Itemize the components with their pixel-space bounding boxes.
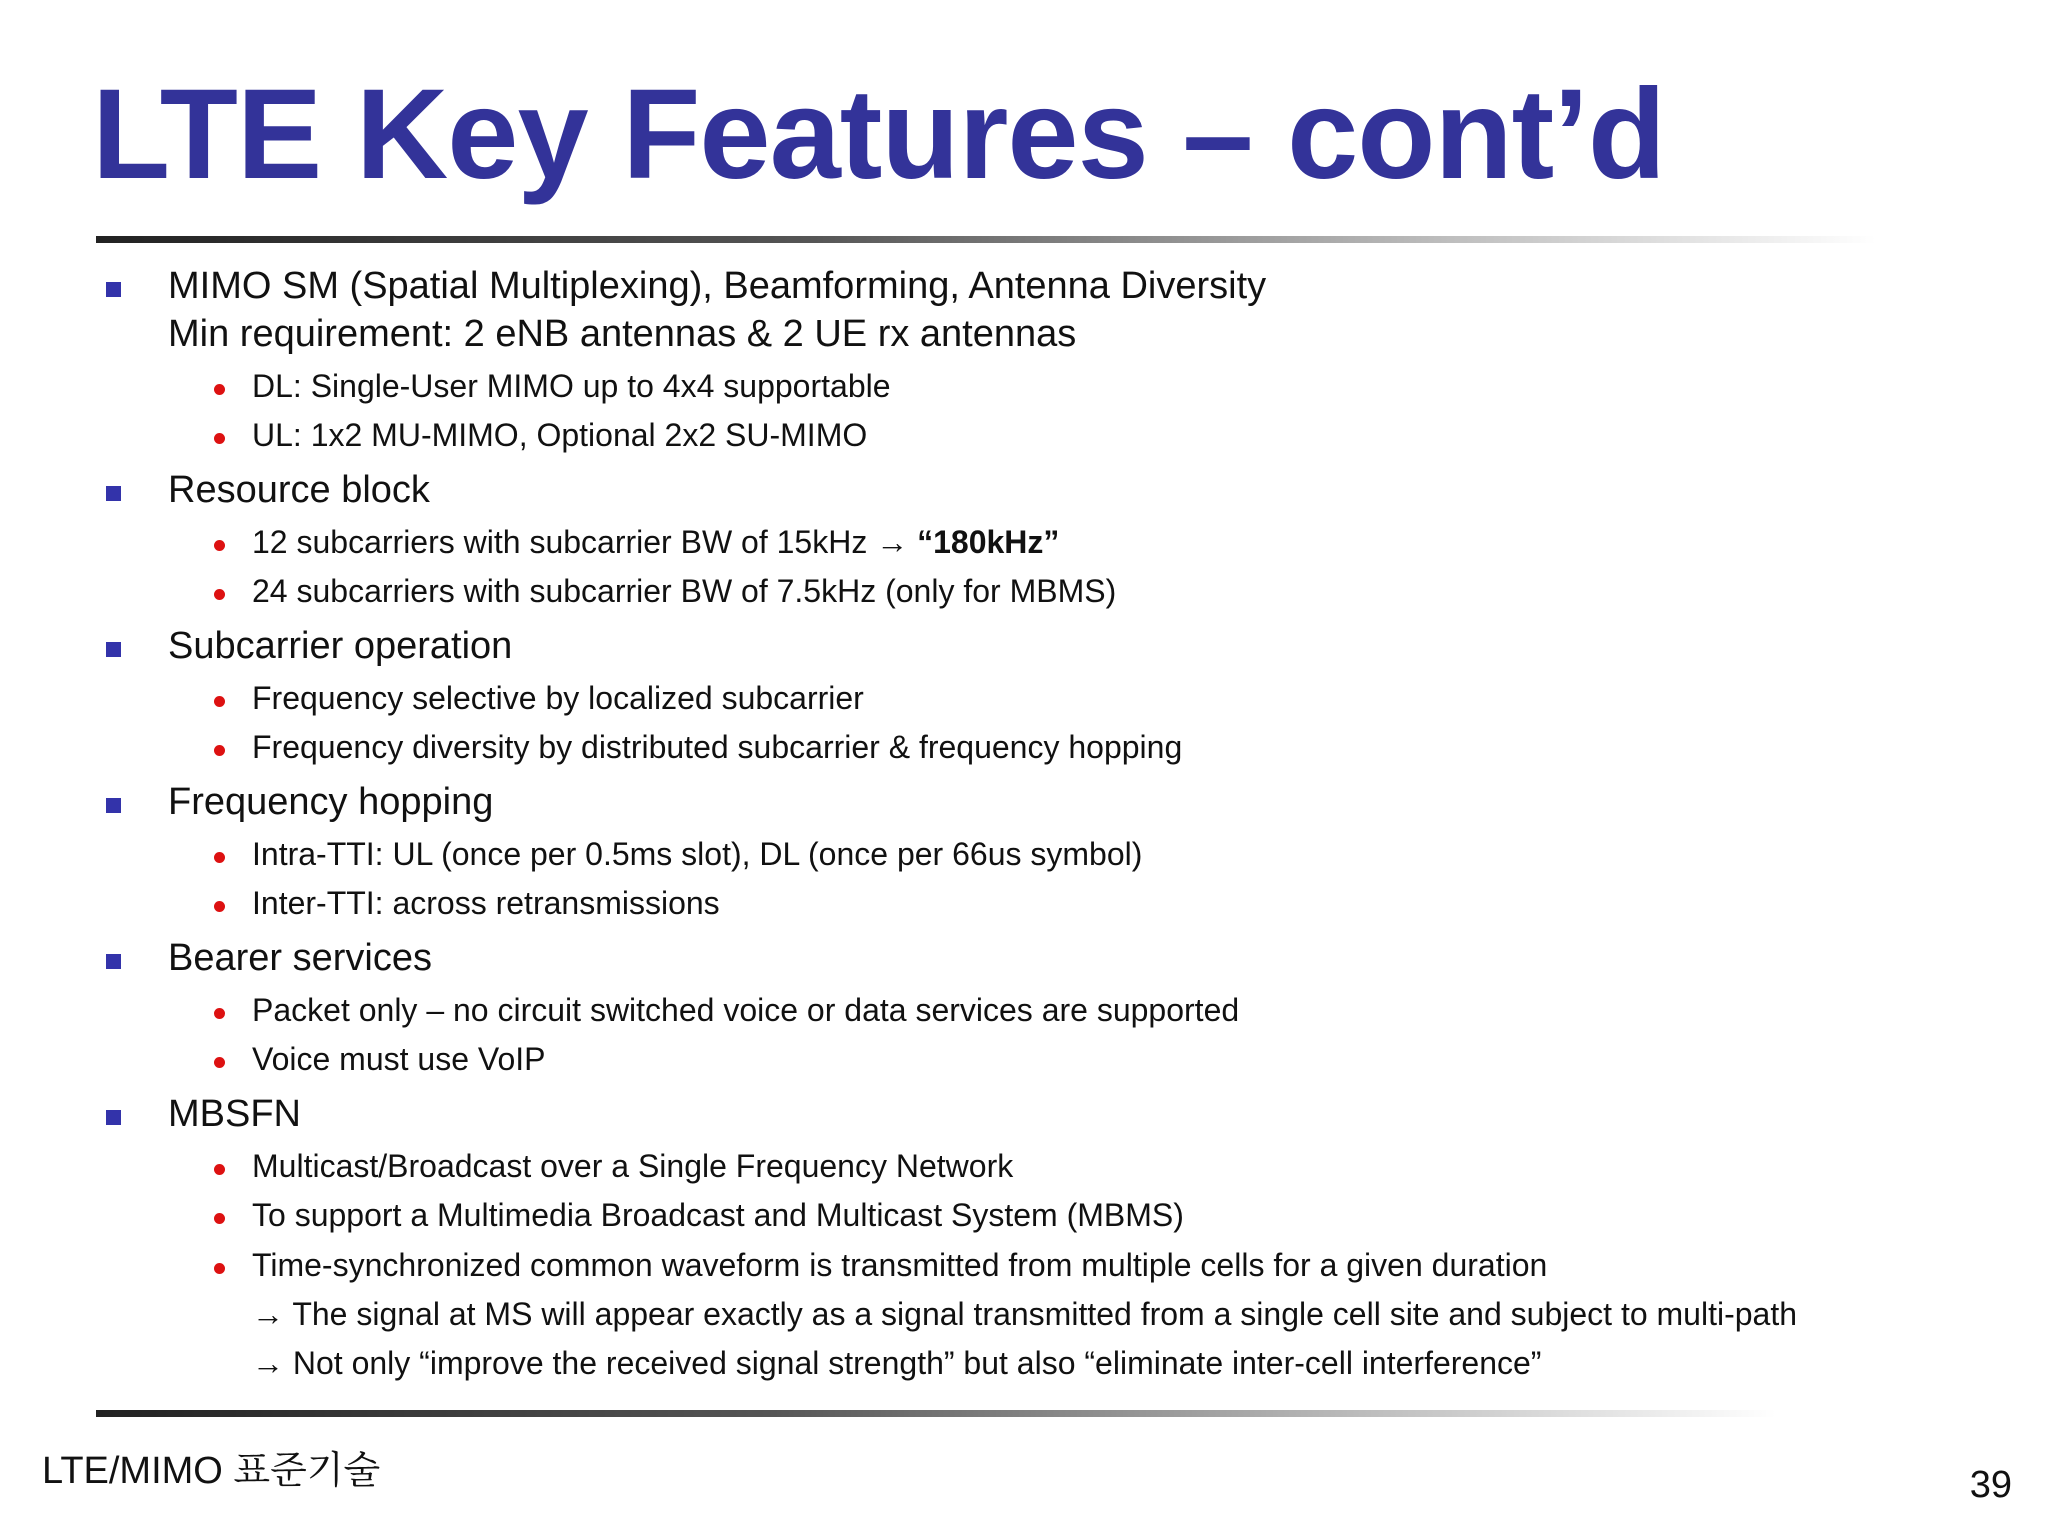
bullet-resource-block: Resource block xyxy=(168,466,430,514)
sub-bullet-inter-tti: Inter-TTI: across retransmissions xyxy=(252,883,720,923)
sub-bullet-time-synchronized: Time-synchronized common waveform is transmitted from multiple cells for a given duration xyxy=(252,1245,1547,1285)
round-bullet-icon xyxy=(214,540,225,551)
sub-bullet-mbms: To support a Multimedia Broadcast and Multicast System (MBMS) xyxy=(252,1195,1184,1235)
sub-bullet-intra-tti: Intra-TTI: UL (once per 0.5ms slot), DL (once per 66us symbol) xyxy=(252,834,1142,874)
bullet-bearer-services: Bearer services xyxy=(168,934,432,982)
round-bullet-icon xyxy=(214,1008,225,1019)
bullet-subcarrier-operation: Subcarrier operation xyxy=(168,622,512,670)
round-bullet-icon xyxy=(214,384,225,395)
round-bullet-icon xyxy=(214,901,225,912)
sub-bullet-multicast-broadcast: Multicast/Broadcast over a Single Frequency Network xyxy=(252,1146,1013,1186)
round-bullet-icon xyxy=(214,745,225,756)
round-bullet-icon xyxy=(214,1213,225,1224)
sub-bullet-packet-only: Packet only – no circuit switched voice or data services are supported xyxy=(252,990,1239,1030)
footer-divider xyxy=(96,1410,1776,1417)
continuation-not-only: → Not only “improve the received signal strength” but also “eliminate inter-cell interference” xyxy=(252,1345,1542,1381)
round-bullet-icon xyxy=(214,1057,225,1068)
round-bullet-icon xyxy=(214,433,225,444)
continuation-signal-at-ms: → The signal at MS will appear exactly as a signal transmitted from a single cell site and subject to multi-path xyxy=(252,1296,1798,1332)
sub-bullet-ul: UL: 1x2 MU-MIMO, Optional 2x2 SU-MIMO xyxy=(252,415,867,455)
round-bullet-icon xyxy=(214,852,225,863)
sub-bullet-frequency-selective: Frequency selective by localized subcarrier xyxy=(252,678,864,718)
square-bullet-icon xyxy=(106,642,121,657)
square-bullet-icon xyxy=(106,486,121,501)
bullet-mbsfn: MBSFN xyxy=(168,1090,301,1138)
title-divider xyxy=(96,236,1876,243)
round-bullet-icon xyxy=(214,1263,225,1274)
sub-bullet-voip: Voice must use VoIP xyxy=(252,1039,546,1079)
page-number: 39 xyxy=(1969,1464,2012,1506)
square-bullet-icon xyxy=(106,1110,121,1125)
round-bullet-icon xyxy=(214,589,225,600)
sub-bullet-12-subcarriers: 12 subcarriers with subcarrier BW of 15kHz → “180kHz” xyxy=(252,522,1059,562)
square-bullet-icon xyxy=(106,282,121,297)
sub-bullet-frequency-diversity: Frequency diversity by distributed subcarrier & frequency hopping xyxy=(252,727,1182,767)
bullet-frequency-hopping: Frequency hopping xyxy=(168,778,493,826)
footer-label: LTE/MIMO 표준기술 xyxy=(42,1450,381,1492)
slide-title: LTE Key Features – cont’d xyxy=(92,63,1665,206)
bullet-mimo-requirement: Min requirement: 2 eNB antennas & 2 UE rx antennas xyxy=(168,313,1077,355)
sub-bullet-24-subcarriers: 24 subcarriers with subcarrier BW of 7.5kHz (only for MBMS) xyxy=(252,571,1116,611)
round-bullet-icon xyxy=(214,1164,225,1175)
sub-bullet-dl: DL: Single-User MIMO up to 4x4 supportable xyxy=(252,366,891,406)
square-bullet-icon xyxy=(106,954,121,969)
bullet-mimo: MIMO SM (Spatial Multiplexing), Beamforming, Antenna Diversity xyxy=(168,262,1266,310)
round-bullet-icon xyxy=(214,696,225,707)
square-bullet-icon xyxy=(106,798,121,813)
